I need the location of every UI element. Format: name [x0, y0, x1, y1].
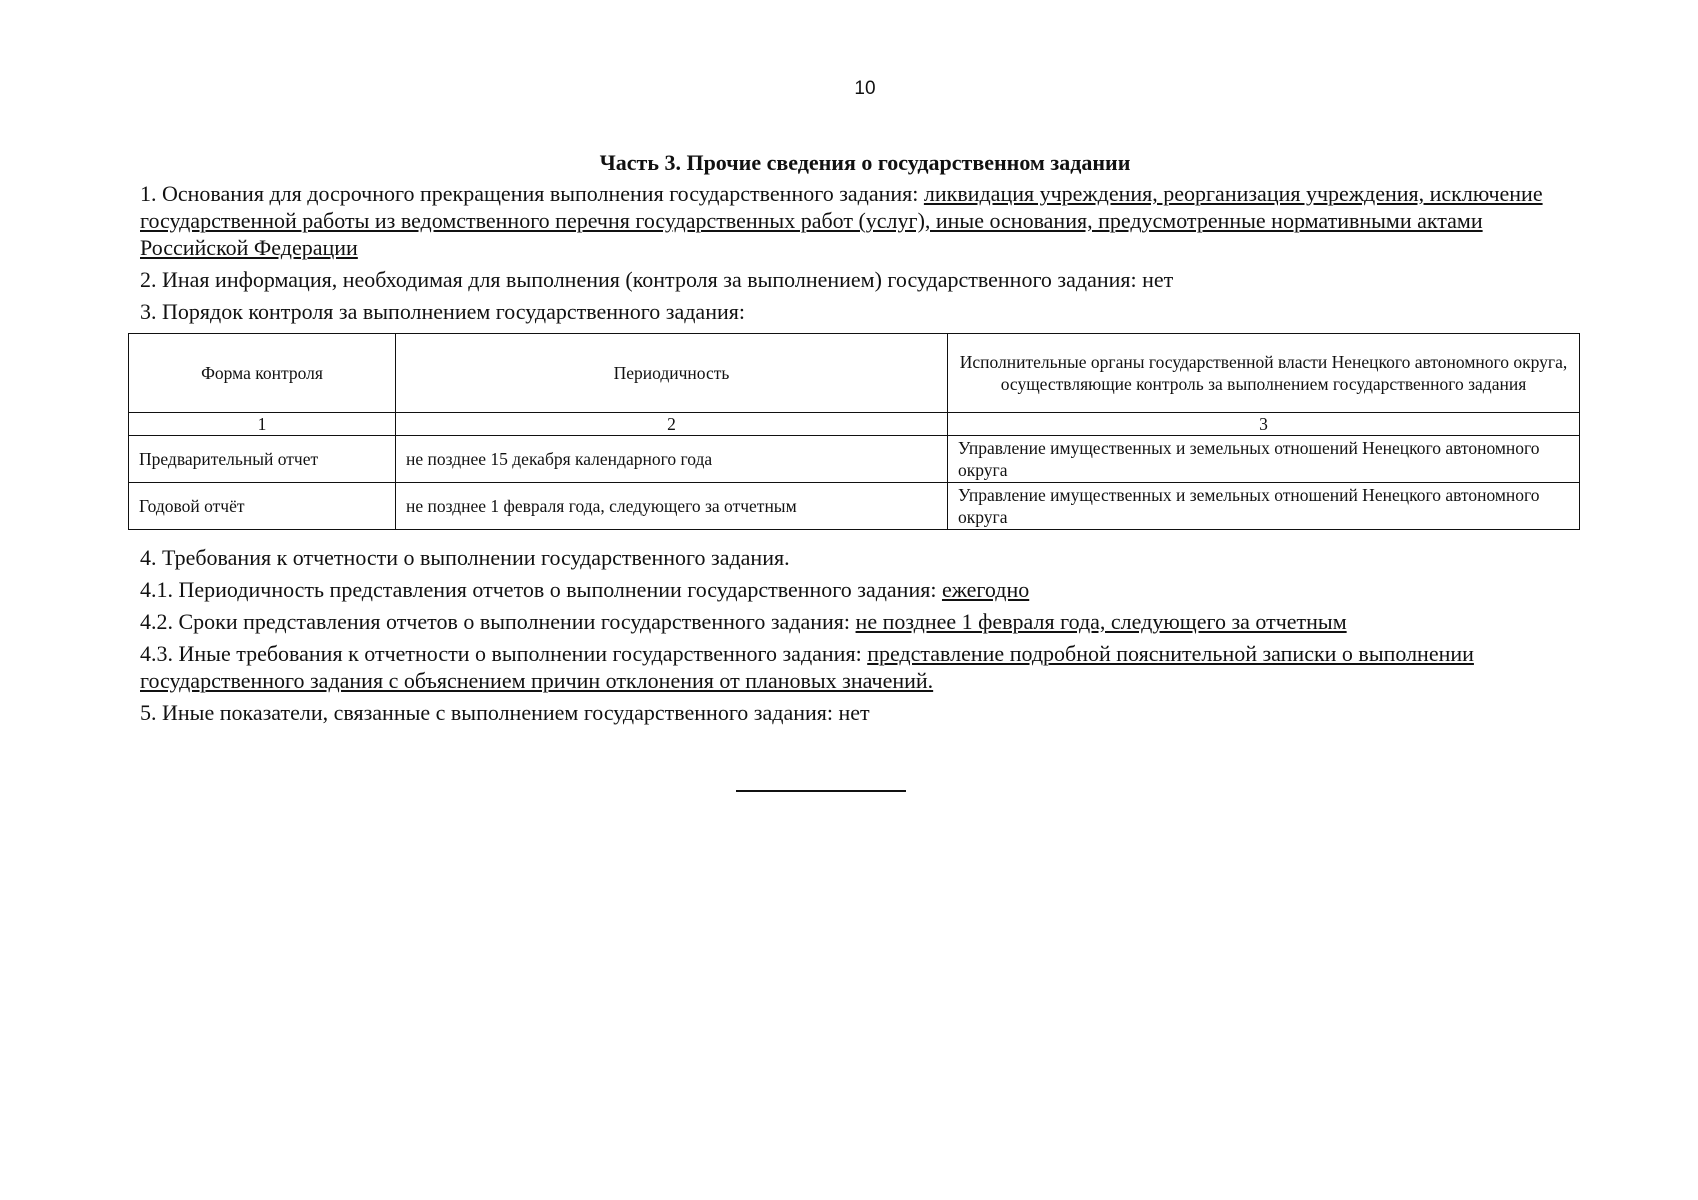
header-control-form: Форма контроля — [129, 334, 396, 413]
column-number: 1 — [129, 413, 396, 436]
header-periodicity: Периодичность — [396, 334, 948, 413]
document-body — [140, 150, 1570, 731]
column-number: 3 — [948, 413, 1580, 436]
column-number: 2 — [396, 413, 948, 436]
control-table — [128, 333, 1580, 530]
item-4-3-label: 4.3. Иные требования к отчетности о выполнении государственного задания: — [140, 641, 868, 666]
item-3-control-procedure: 3. Порядок контроля за выполнением государственного задания: — [140, 299, 745, 324]
page-number: 10 — [854, 78, 876, 99]
section-title: Часть 3. Прочие сведения о государственном задании — [599, 150, 1131, 175]
cell-periodicity: не позднее 1 февраля года, следующего за отчетным — [396, 483, 948, 530]
item-4-2-label: 4.2. Сроки представления отчетов о выполнении государственного задания: — [140, 609, 856, 634]
item-1-value: ликвидация учреждения, реорганизация учреждения, исключение государственной работы из ведомственного перечня государственных работ (услуг), иные основания, предусмотренные нормативными актами Российской Федерации — [140, 181, 1543, 260]
cell-control-body: Управление имущественных и земельных отношений Ненецкого автономного округа — [948, 436, 1580, 483]
item-4-3-other-requirements — [140, 640, 1570, 694]
table-header-row — [129, 334, 1580, 413]
table-row — [129, 436, 1580, 483]
item-4-1-periodicity — [140, 576, 1570, 603]
item-4-1-label: 4.1. Периодичность представления отчетов о выполнении государственного задания: — [140, 577, 942, 602]
table-number-row — [129, 413, 1580, 436]
reporting-requirements — [140, 544, 1570, 726]
item-4-reporting: 4. Требования к отчетности о выполнении государственного задания. — [140, 545, 790, 570]
item-4-1-value: ежегодно — [941, 577, 1030, 602]
cell-control-body: Управление имущественных и земельных отношений Ненецкого автономного округа — [948, 483, 1580, 530]
cell-control-form: Предварительный отчет — [129, 436, 396, 483]
table-row — [129, 483, 1580, 530]
header-control-bodies: Исполнительные органы государственной власти Ненецкого автономного округа, осуществляющие контроль за выполнением государственного задания — [948, 334, 1580, 413]
item-1-label: 1. Основания для досрочного прекращения выполнения государственного задания: — [140, 181, 924, 206]
item-4-2-value: не позднее 1 февраля года, следующего за отчетным — [855, 609, 1347, 634]
cell-periodicity: не позднее 15 декабря календарного года — [396, 436, 948, 483]
item-5-other-indicators: 5. Иные показатели, связанные с выполнением государственного задания: нет — [140, 700, 870, 725]
item-2-other-info: 2. Иная информация, необходимая для выполнения (контроля за выполнением) государственного задания: нет — [140, 267, 1174, 292]
end-divider — [736, 790, 906, 792]
cell-control-form: Годовой отчёт — [129, 483, 396, 530]
item-1-early-termination — [140, 180, 1570, 261]
item-4-3-value: представление подробной пояснительной записки о выполнении государственного задания с объяснением причин отклонения от плановых значений. — [140, 641, 1474, 693]
item-4-2-deadlines — [140, 608, 1570, 635]
